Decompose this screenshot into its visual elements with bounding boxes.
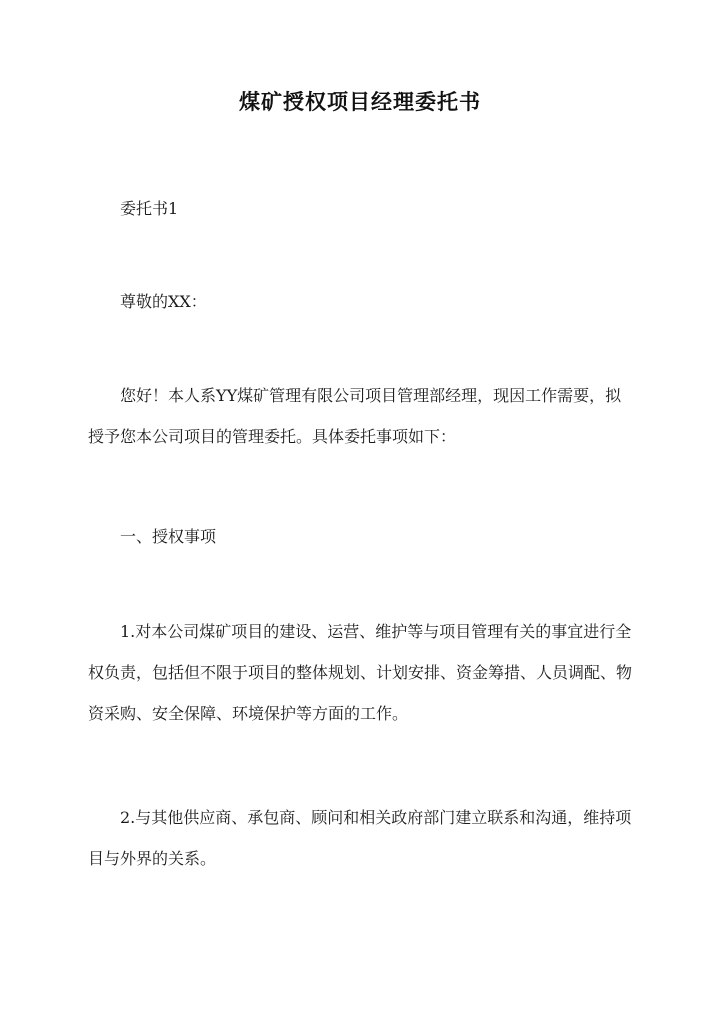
section-heading-authorization: 一、授权事项 [120, 527, 217, 546]
authorization-item-2: 2.与其他供应商、承包商、顾问和相关政府部门建立联系和沟通，维持项目与外界的关系。 [88, 808, 632, 868]
document-heading: 委托书1 [120, 199, 179, 218]
intro-paragraph: 您好！本人系YY煤矿管理有限公司项目管理部经理，现因工作需要，拟授予您本公司项目的管理委托。具体委托事项如下： [88, 386, 622, 446]
salutation: 尊敬的XX： [120, 292, 207, 311]
authorization-item-1: 1.对本公司煤矿项目的建设、运营、维护等与项目管理有关的事宜进行全权负责，包括但不限于项目的整体规划、计划安排、资金筹措、人员调配、物资采购、安全保障、环境保护等方面的工作。 [88, 622, 633, 723]
document-title: 煤矿授权项目经理委托书 [239, 89, 481, 114]
